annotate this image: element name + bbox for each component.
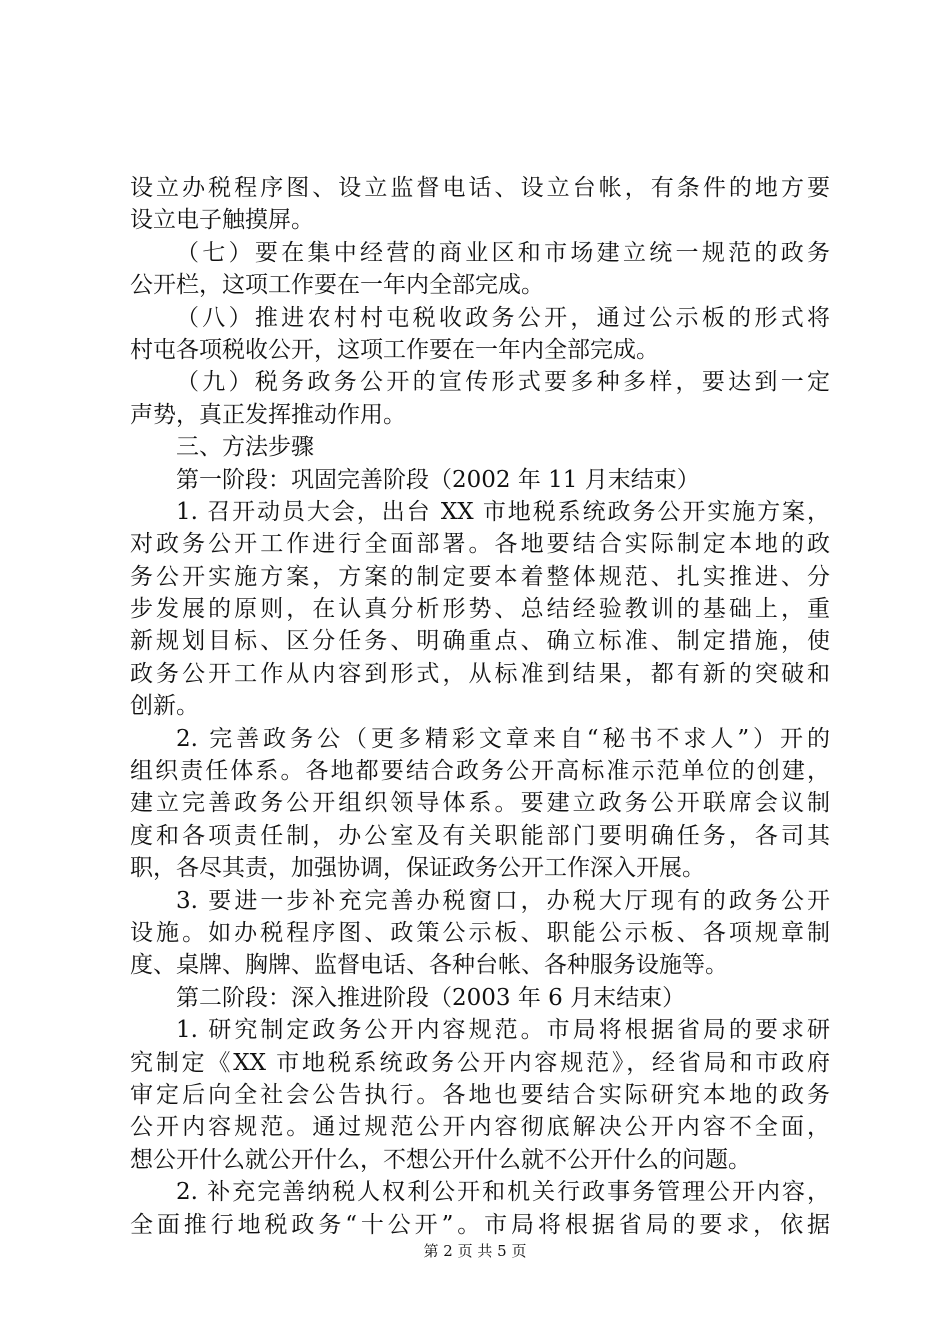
text-line: 2. 补充完善纳税人权利公开和机关行政事务管理公开内容， bbox=[176, 1179, 830, 1206]
document-body bbox=[130, 172, 830, 1241]
text-line: 三、方法步骤 bbox=[176, 434, 314, 461]
text-line: （八）推进农村村屯税收政务公开，通过公示板的形式将 bbox=[176, 304, 830, 331]
text-line: 对政务公开工作进行全面部署。各地要结合实际制定本地的政 bbox=[130, 531, 830, 558]
text-line: 1. 召开动员大会，出台 XX 市地税系统政务公开实施方案， bbox=[176, 498, 830, 525]
text-line: 设立电子触摸屏。 bbox=[130, 207, 314, 234]
text-line: 审定后向全社会公告执行。各地也要结合实际研究本地的政务 bbox=[130, 1081, 830, 1108]
text-line: 全面推行地税政务“十公开”。市局将根据省局的要求，依据 bbox=[130, 1211, 830, 1238]
text-line: 公开内容规范。通过规范公开内容彻底解决公开内容不全面， bbox=[130, 1114, 830, 1141]
text-line: 新规划目标、区分任务、明确重点、确立标准、制定措施，使 bbox=[130, 628, 830, 655]
text-line: 政务公开工作从内容到形式，从标准到结果，都有新的突破和 bbox=[130, 660, 830, 687]
text-line: 第一阶段：巩固完善阶段（2002 年 11 月末结束） bbox=[176, 466, 700, 493]
text-line: 村屯各项税收公开，这项工作要在一年内全部完成。 bbox=[130, 336, 659, 363]
text-line: 公开栏，这项工作要在一年内全部完成。 bbox=[130, 272, 544, 299]
text-line: （九）税务政务公开的宣传形式要多种多样，要达到一定 bbox=[176, 369, 830, 396]
text-line: 务公开实施方案，方案的制定要本着整体规范、扎实推进、分 bbox=[130, 563, 830, 590]
text-line: （七）要在集中经营的商业区和市场建立统一规范的政务 bbox=[176, 239, 830, 266]
text-line: 度、桌牌、胸牌、监督电话、各种台帐、各种服务设施等。 bbox=[130, 952, 728, 979]
text-line: 设立办税程序图、设立监督电话、设立台帐，有条件的地方要 bbox=[130, 175, 830, 201]
text-line: 2. 完善政务公（更多精彩文章来自“秘书不求人”）开的 bbox=[176, 725, 830, 752]
text-line: 3. 要进一步补充完善办税窗口，办税大厅现有的政务公开 bbox=[176, 887, 830, 914]
page-footer: 第 2 页 共 5 页 bbox=[423, 1242, 527, 1260]
text-line: 步发展的原则，在认真分析形势、总结经验教训的基础上，重 bbox=[130, 596, 830, 623]
text-line: 设施。如办税程序图、政策公示板、职能公示板、各项规章制 bbox=[130, 919, 830, 946]
text-line: 度和各项责任制，办公室及有关职能部门要明确任务，各司其 bbox=[130, 822, 830, 849]
text-line: 第二阶段：深入推进阶段（2003 年 6 月末结束） bbox=[176, 984, 686, 1011]
text-line: 创新。 bbox=[130, 693, 199, 720]
text-line: 声势，真正发挥推动作用。 bbox=[130, 401, 406, 428]
text-line: 建立完善政务公开组织领导体系。要建立政务公开联席会议制 bbox=[130, 790, 830, 817]
text-line: 组织责任体系。各地都要结合政务公开高标准示范单位的创建， bbox=[130, 758, 830, 785]
text-line: 1. 研究制定政务公开内容规范。市局将根据省局的要求研 bbox=[176, 1017, 830, 1044]
text-line: 想公开什么就公开什么，不想公开什么就不公开什么的问题。 bbox=[130, 1146, 751, 1173]
text-line: 究制定《XX 市地税系统政务公开内容规范》，经省局和市政府 bbox=[130, 1049, 830, 1076]
text-line: 职，各尽其责，加强协调，保证政务公开工作深入开展。 bbox=[130, 855, 705, 882]
